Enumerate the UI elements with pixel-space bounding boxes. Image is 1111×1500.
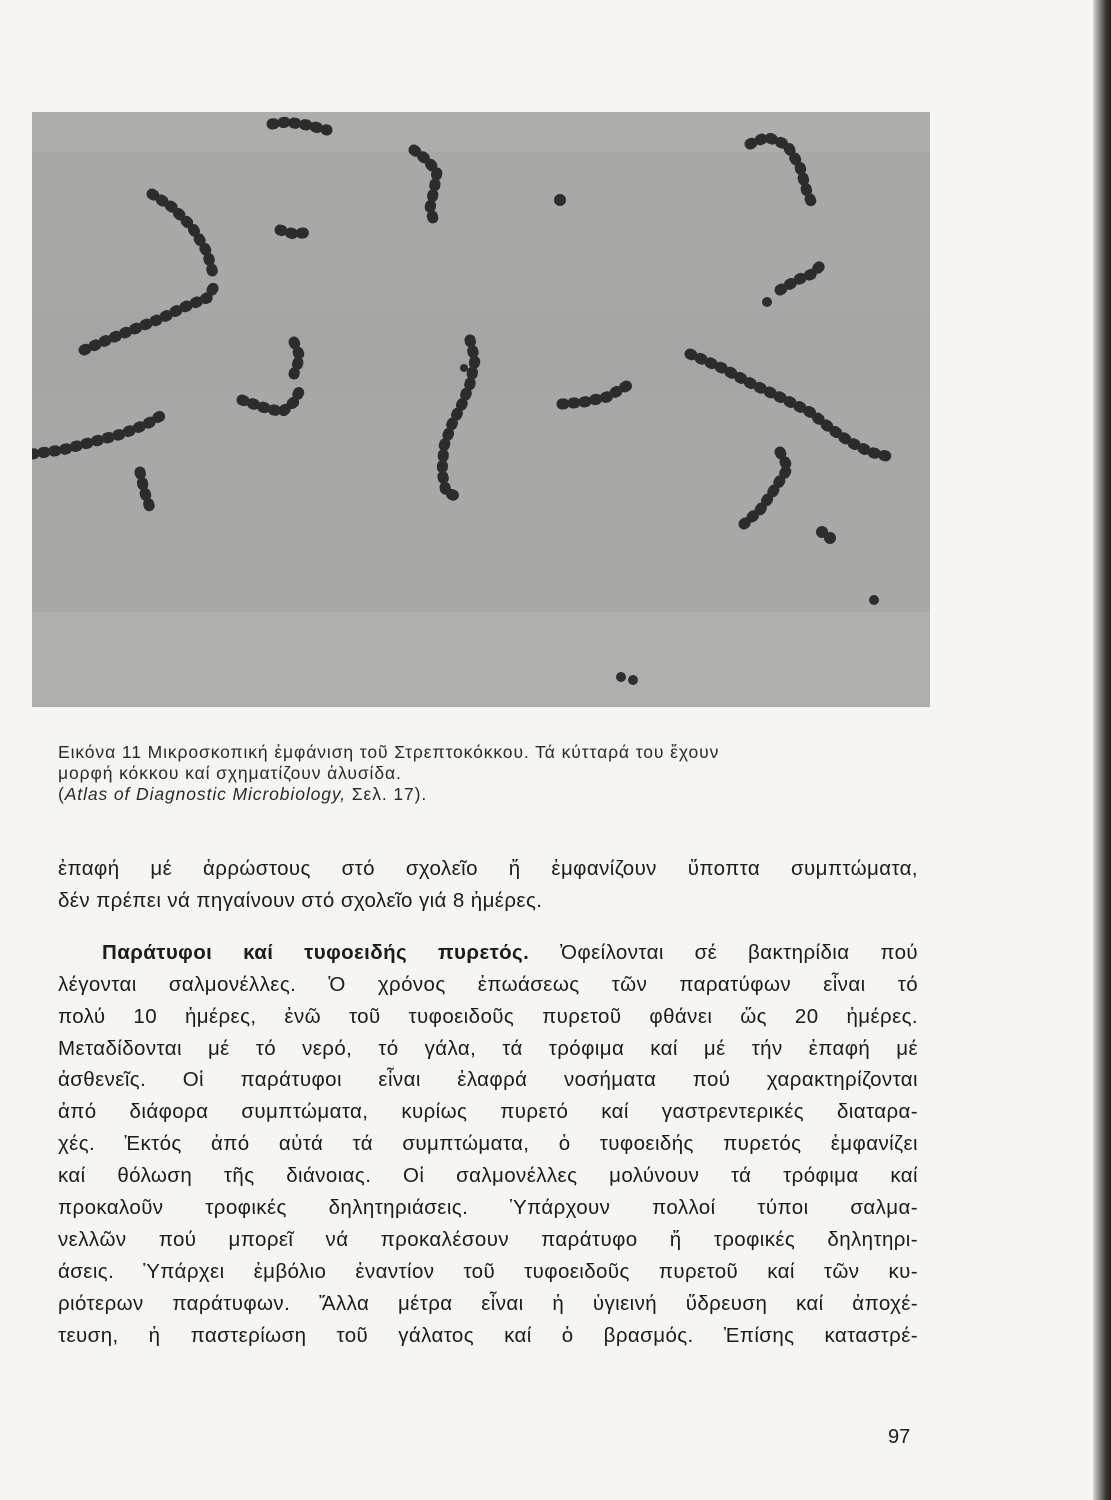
paragraph-line: ἀπό διάφορα συμπτώματα, κυρίως πυρετό καί γαστρεντερικές διαταρα-	[58, 1100, 918, 1124]
paragraph-line: χές. Ἐκτός ἀπό αὐτά τά συμπτώματα, ὁ τυφοειδής πυρετός ἐμφανίζει	[58, 1132, 918, 1156]
paragraph-line: προκαλοῦν τροφικές δηλητηριάσεις. Ὑπάρχουν πολλοί τύποι σαλμα-	[58, 1196, 918, 1220]
paragraph-line: καί θόλωση τῆς διάνοιας. Οἱ σαλμονέλλες μολύνουν τά τρόφιμα καί	[58, 1164, 918, 1188]
paragraph-line: άσεις. Ὑπάρχει ἐμβόλιο ἐναντίον τοῦ τυφοειδοῦς πυρετοῦ καί τῶν κυ-	[58, 1259, 918, 1283]
source-title: Atlas of Diagnostic Microbiology,	[64, 784, 347, 804]
streptococcus-micrograph	[32, 112, 930, 707]
caption-source: (Atlas of Diagnostic Microbiology, Σελ. 17).	[58, 784, 428, 804]
chain-5	[280, 230, 312, 234]
caption-line: μορφή κόκκου καί σχηματίζουν ἁλυσίδα.	[58, 763, 402, 783]
paragraph-line: λέγονται σαλμονέλλες. Ὁ χρόνος ἐπωάσεως τῶν παρατύφων εἶναι τό	[58, 972, 918, 996]
figure-caption	[58, 742, 928, 805]
paragraph-line: τευση, ἡ παστερίωση τοῦ γάλατος καί ὁ βρασμός. Ἐπίσης καταστρέ-	[58, 1323, 918, 1347]
page-number: 97	[888, 1426, 911, 1448]
paragraph-line: ἀσθενεῖς. Οἱ παράτυφοι εἶναι ἐλαφρά νοσήματα πού χαρακτηρίζονται	[58, 1068, 918, 1092]
paragraph-line: δέν πρέπει νά πηγαίνουν στό σχολεῖο γιά 8 ἡμέρες.	[58, 888, 543, 912]
book-spine-shadow	[1093, 0, 1111, 1500]
paragraph-line: ριότερων παράτυφων. Ἄλλα μέτρα εἶναι ἡ ὑγιεινή ὕδρευση καί ἀποχέ-	[58, 1291, 918, 1315]
paragraph-line: Μεταδίδονται μέ τό νερό, τό γάλα, τά τρόφιμα καί μέ τήν ἐπαφή μέ	[58, 1036, 918, 1060]
caption-line: Εικόνα 11 Μικροσκοπική ἐμφάνιση τοῦ Στρεπτοκόκκου. Τά κύτταρά του ἔχουν	[58, 742, 720, 762]
section-first-line: Παράτυφοι καί τυφοειδής πυρετός. Ὀφείλονται σέ βακτηρίδια πού	[102, 940, 918, 964]
body-text	[58, 853, 918, 1352]
paragraph-line: νελλῶν πού μπορεῖ νά προκαλέσουν παράτυφο ἤ τροφικές δηλητηρι-	[58, 1227, 918, 1251]
section-heading: Παράτυφοι καί τυφοειδής πυρετός.	[102, 940, 530, 964]
paragraph-line: ἐπαφή μέ ἀρρώστους στό σχολεῖο ἤ ἐμφανίζουν ὕποπτα συμπτώματα,	[58, 857, 918, 880]
paragraph-line: πολύ 10 ἡμέρες, ἐνῶ τοῦ τυφοειδοῦς πυρετοῦ φθάνει ὥς 20 ἡμέρες.	[58, 1004, 918, 1028]
